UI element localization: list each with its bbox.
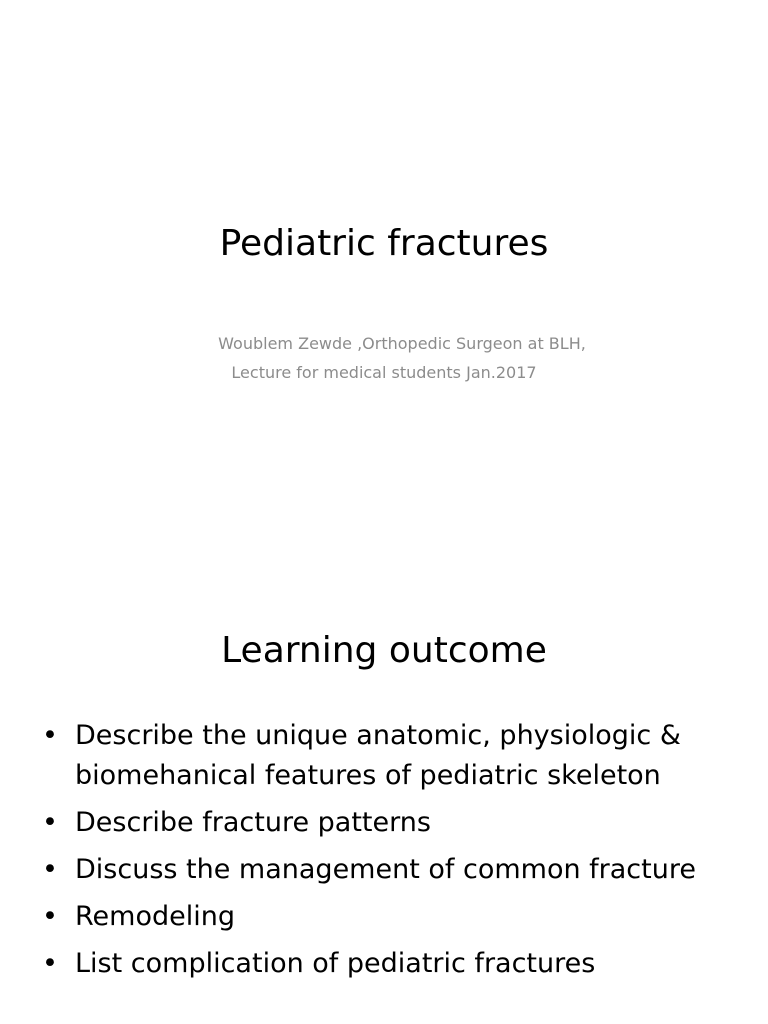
list-item-text: Describe the unique anatomic, physiologic & biomehanical features of pediatric skeleton <box>75 720 681 791</box>
list-item-text: Remodeling <box>75 901 235 932</box>
bullet-list <box>40 716 740 991</box>
learning-outcome-slide <box>0 512 768 1024</box>
list-item <box>40 850 740 890</box>
bullet-icon: • <box>42 807 58 838</box>
slide-title: Learning outcome <box>221 630 547 671</box>
list-item-text: Discuss the management of common fracture <box>75 854 696 885</box>
subtitle-author: Woublem Zewde ,Orthopedic Surgeon at BLH, <box>218 334 586 353</box>
slide-title: Pediatric fractures <box>219 223 549 264</box>
list-item-text: Describe fracture patterns <box>75 807 431 838</box>
subtitle-lecture-info: Lecture for medical students Jan.2017 <box>231 363 537 382</box>
list-item <box>40 803 740 843</box>
bullet-icon: • <box>42 948 58 979</box>
bullet-icon: • <box>42 854 58 885</box>
list-item-text: List complication of pediatric fractures <box>75 948 596 979</box>
list-item <box>40 716 740 796</box>
list-item <box>40 897 740 937</box>
list-item <box>40 944 740 984</box>
bullet-icon: • <box>42 901 58 932</box>
bullet-icon: • <box>42 720 58 751</box>
